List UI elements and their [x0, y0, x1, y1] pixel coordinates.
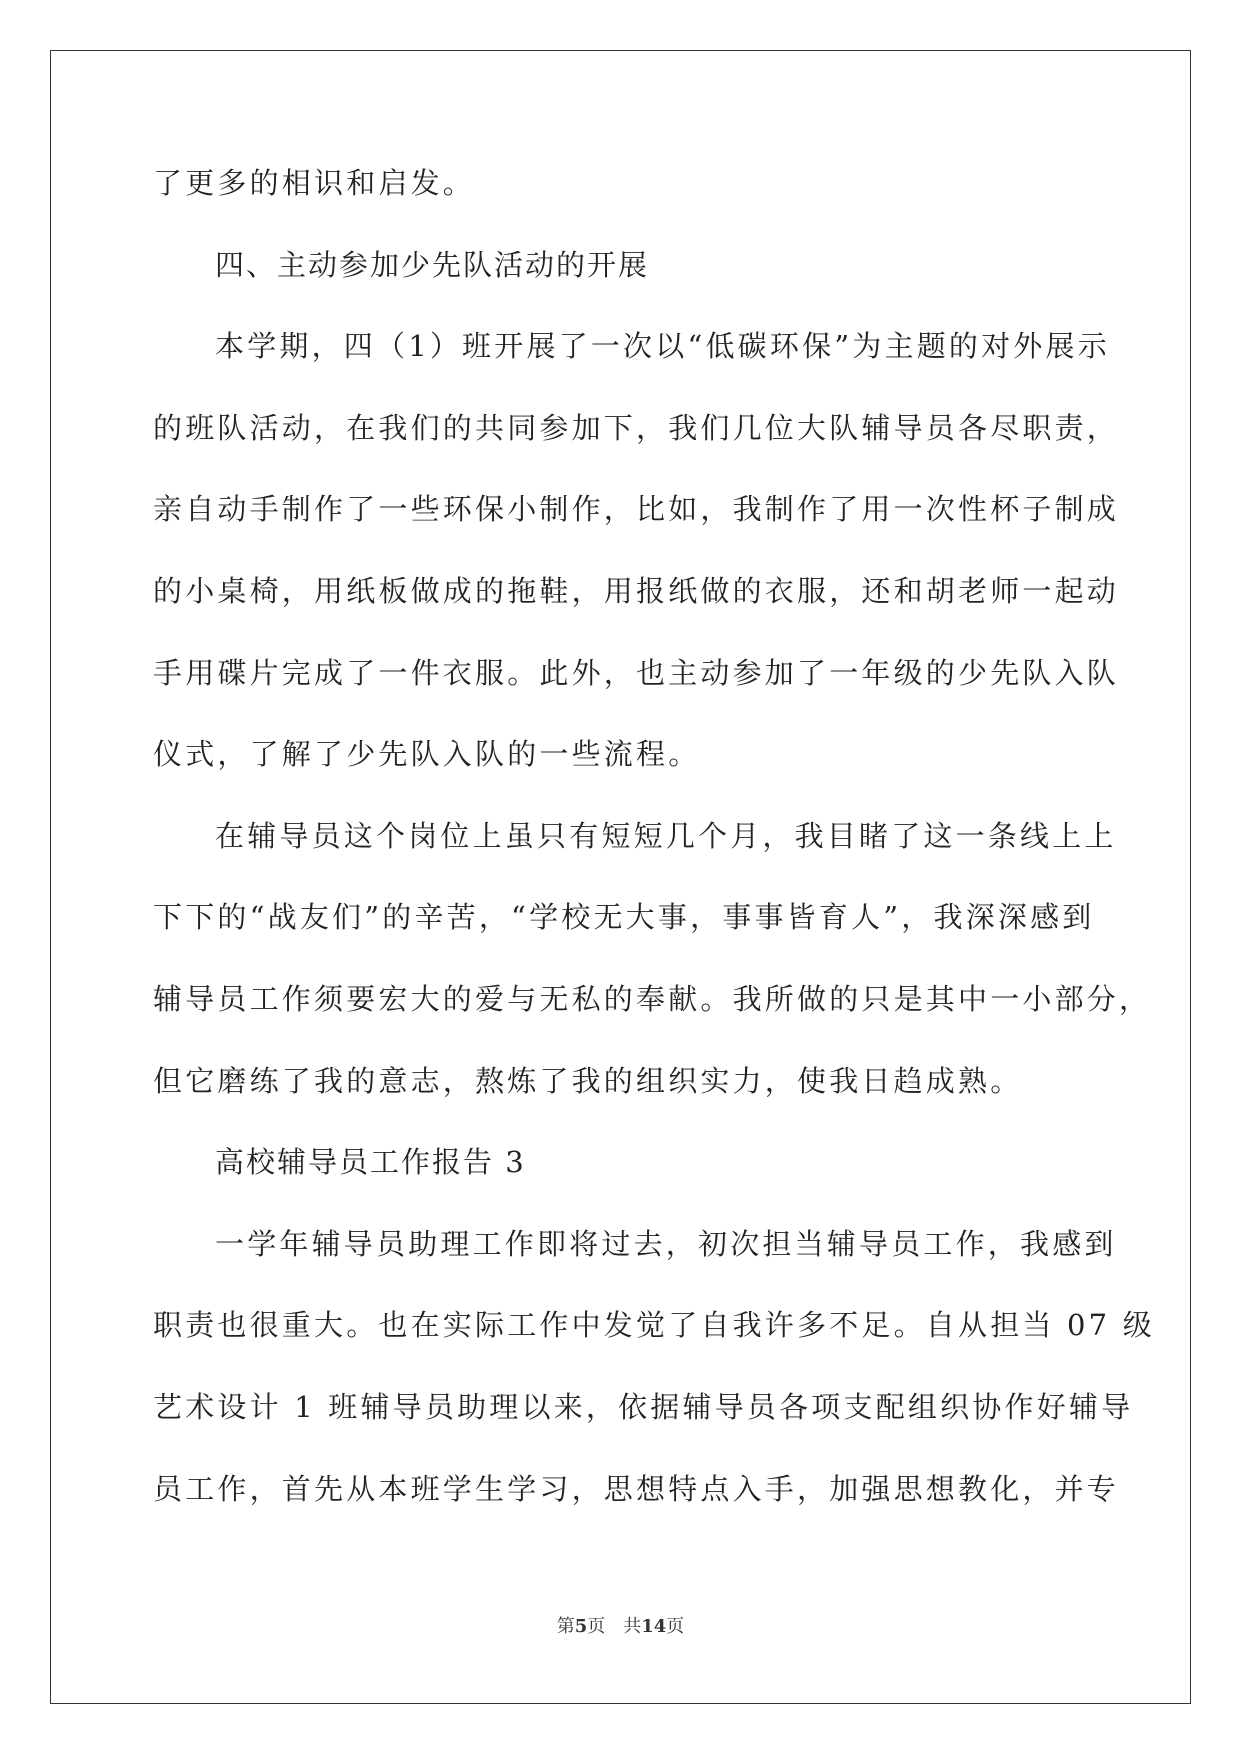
text-line: 辅导员工作须要宏大的爱与无私的奉献。我所做的只是其中一小部分，	[153, 981, 1152, 1016]
text-line: 下下的“战友们”的辛苦，“学校无大事，事事皆育人”，我深深感到	[153, 900, 1095, 935]
text-line: 本学期，四（1）班开展了一次以“低碳环保”为主题的对外展示	[215, 329, 1110, 364]
text-line: 艺术设计 1 班辅导员助理以来，依据辅导员各项支配组织协作好辅导	[153, 1389, 1134, 1424]
text-line: 仪式，了解了少先队入队的一些流程。	[153, 737, 701, 772]
text-line: 了更多的相识和启发。	[153, 166, 476, 200]
text-line: 在辅导员这个岗位上虽只有短短几个月，我目睹了这一条线上上	[215, 818, 1117, 853]
text-line: 但它磨练了我的意志，熬炼了我的组织实力，使我日趋成熟。	[153, 1063, 1023, 1098]
text-line: 员工作，首先从本班学生学习，思想特点入手，加强思想教化，并专	[153, 1471, 1120, 1506]
footer-suffix: 页	[666, 1616, 685, 1637]
text-line: 的小桌椅，用纸板做成的拖鞋，用报纸做的衣服，还和胡老师一起动	[153, 573, 1120, 608]
text-line: 职责也很重大。也在实际工作中发觉了自我许多不足。自从担当 07 级	[153, 1308, 1155, 1343]
page-footer	[0, 1615, 1241, 1639]
section-title: 高校辅导员工作报告 3	[215, 1145, 526, 1180]
section-heading: 四、主动参加少先队活动的开展	[215, 247, 650, 282]
text-line: 手用碟片完成了一件衣服。此外，也主动参加了一年级的少先队入队	[153, 655, 1120, 690]
current-page-number: 5	[574, 1616, 588, 1637]
text-line: 亲自动手制作了一些环保小制作，比如，我制作了用一次性杯子制成	[153, 492, 1120, 527]
text-line: 一学年辅导员助理工作即将过去，初次担当辅导员工作，我感到	[215, 1226, 1117, 1261]
document-body	[153, 165, 1155, 1552]
footer-middle: 页 共	[587, 1616, 642, 1637]
text-line: 的班队活动，在我们的共同参加下，我们几位大队辅导员各尽职责，	[153, 410, 1120, 445]
footer-prefix: 第	[556, 1616, 575, 1637]
total-pages-number: 14	[641, 1616, 667, 1637]
